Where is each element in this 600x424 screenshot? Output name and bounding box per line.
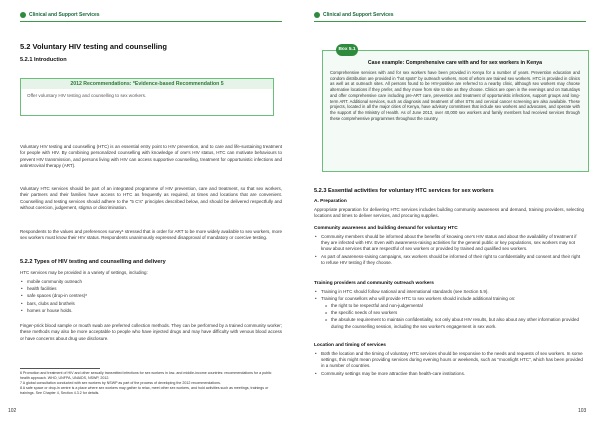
list-item: o the right to be respectful and non-judgemental [324,303,584,309]
list-item: • safe spaces (drop-in centres)⁸ [20,293,282,299]
header-title: Clinical and Support Services [323,12,394,18]
subheading: Location and timing of services [314,343,386,348]
list-item: • mobile community outreach [20,279,282,285]
header-rule [314,21,586,22]
footnote: 6 Promotion and treatment of HIV and other sexually transmitted infections for sex workers in low- and middle-income countries: recommendations for a public health approach. WHO, UNFPA, UNAIDS, NSWP, 2012. [20,371,272,380]
list-item: • health facilities [20,286,282,292]
footnote-rule [20,368,100,369]
subsection-title: 5.2.3 Essential activities for voluntary HTC services for sex workers [314,188,494,194]
page-header-left [20,12,100,18]
recommendation-title: 2012 Recommendations: *Evidence-based Recommendation 5 [21,79,273,89]
demand-list [314,234,584,267]
footnote: 7 A global consultation conducted with sex workers by NSWP as part of the process of developing the 2012 recommendations. [20,381,221,385]
page-header-right [314,12,394,18]
list-item: • As part of awareness-raising campaigns, sex workers should be informed of their right to confidentiality and consent and their right to refuse HIV testing if they choose. [314,254,584,266]
subheading: A. Preparation [314,199,347,204]
paragraph: Voluntary HIV testing and counselling (HTC) is an essential entry point to HIV prevention, and to care and life-sustaining treatment for people with HIV. By combining personalized counselling with knowledge of one's HIV status, HTC can motivate behaviours to prevent HIV transmission, and persons living with HIV can access supportive counselling, treatment for opportunistic infections and antiretroviral therapy (ART). [20,144,282,168]
recommendation-text: Offer voluntary HIV testing and counselling to sex workers. [27,93,147,98]
header-title: Clinical and Support Services [29,12,100,18]
subsection-title: 5.2.2 Types of HIV testing and counselling and delivery [20,259,166,265]
paragraph: Appropriate preparation for delivering HTC services includes building community awareness and demand, training providers, selecting locations and times to deliver services, and procuring supplies. [314,207,584,219]
location-list [314,351,584,378]
footnote: 8 A safe space or drop-in centre is a place where sex workers may gather to relax, meet other sex workers, and hold activities such as meetings, trainings or trainings. See Chapter 4, Section 4.3.2 for details. [20,386,269,395]
paragraph: HTC services may be provided in a variety of settings, including: [20,270,148,275]
paragraph: Voluntary HTC services should be part of an integrated programme of HIV prevention, care and treatment, so that sex workers, their partners and their families have access to HTC as frequently as required, at times and locations that are convenient. Counselling and testing services should adhere to the "5 C's" principles described below, and should be delivered respectfully and without coercion, judgement, stigma or discrimination. [20,186,282,210]
subheading: Community awareness and building demand for voluntary HTC [314,226,458,231]
list-item: • Training for counsellors who will provide HTC to sex workers should include additional training on: [314,296,584,302]
list-item: • Community members should be informed about the benefits of knowing one's HIV status and about the availability of treatment if they are infected with HIV. Even with awareness-raising activities for the general public or key populations, sex workers may not know about services that are respectful of sex workers or provided by trained and qualified sex workers. [314,234,584,253]
case-title: Case example: Comprehensive care with and for sex workers in Kenya [367,60,543,66]
list-item: • homes or house holds. [20,308,282,314]
box-badge: Box 5.1 [336,44,358,56]
list-item: o the absolute requirement to maintain confidentiality, not only about HIV results, but also about any other information provided during the counselling session, including the sex worker's engagement in sex work. [324,317,584,329]
section-title: 5.2 Voluntary HIV testing and counselling [20,42,167,51]
list-item: • bars, clubs and brothels [20,301,282,307]
page-number: 103 [578,408,587,414]
training-sublist [324,303,584,331]
list-item: • Both the location and the timing of voluntary HTC services should be responsive to the needs and requests of sex workers. In some settings, this might mean providing services during evening hours or weekends, such as "moonlight HTC", which has been provided in a number of countries. [314,351,584,370]
case-body: Comprehensive services with and for sex workers have been provided in Kenya for a number of years. Prevention education and condom distribution are provided in "hot spots" by outreach workers, most of whom are trained sex workers. HTC is provided in clinics as well as at outreach sites. All persons found to be HIV-positive are referred to a nearby clinic, although sex workers may choose alternative locations if they prefer, and they move from site to site as they choose. Clinics are open in the evenings and on Saturdays and offer comprehensive care including pre-ART care, prevention and treatment of opportunistic infections, support groups and long-term ART. Additional services, such as diagnosis and treatment of other STIs and cervical cancer screening are also available. These projects, located in all the major cities of Kenya, have advisory committees that include sex workers and advocates, and operate with the support of the Ministry of Health. As of June 2013, over 40,000 sex workers and family members had received services through these comprehensive programmes throughout the country. [330,70,580,121]
list-item: o the specific needs of sex workers [324,310,584,316]
list-item: • Community settings may be more attractive than health-care institutions. [314,371,584,377]
page-number: 102 [8,408,17,414]
paragraph: Finger-prick blood sample or mouth swab are preferred collection methods. They can be performed by a trained community worker; these methods may also be more acceptable to people who have injected drugs and may have difficulty with venous blood access or have concerns about drug use disclosure. [20,323,282,341]
section-dot-icon [20,12,26,18]
right-page [300,0,600,424]
paragraph: Respondents to the values and preferences survey⁶ stressed that in order for ART to be more widely available to sex workers, more sex workers must know their HIV status. Respondents unanimously expressed disapproval of mandatory or coercive testing. [20,229,282,241]
subsection-title: 5.2.1 Introduction [20,57,67,63]
section-dot-icon [314,12,320,18]
settings-list [20,279,282,315]
list-item: • Training in HTC should follow national and international standards (see Section 5.9). [314,289,584,295]
training-list [314,289,584,303]
header-rule [20,21,282,22]
subheading: Training providers and community outreach workers [314,281,434,286]
recommendation-box [20,78,274,116]
